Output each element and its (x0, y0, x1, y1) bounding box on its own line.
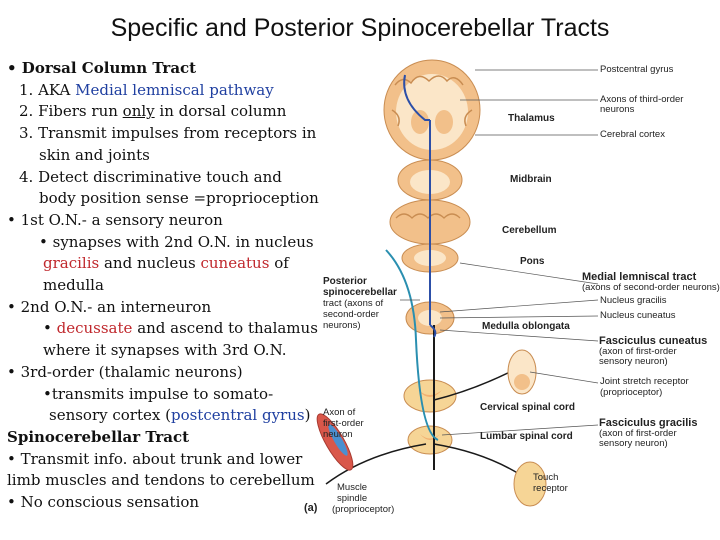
term-gracilis: gracilis (43, 254, 100, 273)
label-cerebral-cortex: Cerebral cortex (600, 129, 665, 140)
note-line: • No conscious sensation (7, 493, 200, 512)
label-axons-third-order: Axons of third-order (600, 94, 684, 105)
label-touch-receptor-2: receptor (533, 483, 568, 494)
label-pons: Pons (520, 256, 545, 267)
label-posterior-tract-4: second-order (323, 309, 379, 320)
heading-dorsal-column-tract: • Dorsal Column Tract (7, 59, 197, 77)
label-posterior-tract-5: neurons) (323, 320, 361, 331)
label-nucleus-gracilis: Nucleus gracilis (600, 295, 667, 306)
label-cervical-spinal-cord: Cervical spinal cord (480, 402, 576, 413)
heading-spinocerebellar-tract: Spinocerebellar Tract (7, 427, 190, 446)
note-line: • decussate and ascend to thalamus (43, 319, 318, 338)
label-midbrain: Midbrain (510, 174, 552, 185)
label-axon-first-order-3: neuron (323, 429, 353, 440)
note-line: limb muscles and tendons to cerebellum (7, 471, 315, 490)
note-line: 3. Transmit impulses from receptors in (19, 124, 317, 143)
label-axon-first-order: Axon of (323, 407, 356, 418)
label-fasciculus-gracilis: Fasciculus gracilis (599, 417, 698, 429)
note-line: • 2nd O.N.- an interneuron (7, 297, 212, 316)
note-line: where it synapses with 3rd O.N. (43, 341, 287, 360)
label-axons-third-order-2: neurons (600, 104, 635, 115)
note-line: • Transmit info. about trunk and lower (7, 449, 303, 468)
note-line: medulla (43, 276, 104, 295)
label-fasciculus-cuneatus-3: sensory neuron) (599, 356, 668, 367)
term-postcentral-gyrus: postcentral gyrus (170, 406, 305, 425)
label-panel-letter: (a) (304, 502, 318, 514)
note-line: • synapses with 2nd O.N. in nucleus (39, 232, 314, 251)
label-fasciculus-gracilis-3: sensory neuron) (599, 438, 668, 449)
label-fasciculus-gracilis-2: (axon of first-order (599, 428, 677, 439)
label-medulla-oblongata: Medulla oblongata (482, 321, 570, 332)
note-line: 2. Fibers run only in dorsal column (19, 102, 287, 121)
label-posterior-tract-3: tract (axons of (323, 298, 384, 309)
label-nucleus-cuneatus: Nucleus cuneatus (600, 310, 676, 321)
label-medial-lemniscal-tract: Medial lemniscal tract (582, 271, 697, 283)
note-line: • 1st O.N.- a sensory neuron (7, 210, 223, 229)
label-joint-stretch-receptor: Joint stretch receptor (600, 376, 689, 387)
label-thalamus: Thalamus (508, 113, 555, 124)
label-fasciculus-cuneatus: Fasciculus cuneatus (599, 335, 708, 347)
note-line: gracilis and nucleus cuneatus of (43, 254, 289, 273)
term-only: only (122, 102, 155, 121)
note-line: 4. Detect discriminative touch and (19, 167, 282, 186)
label-muscle-spindle-3: (proprioceptor) (332, 504, 395, 515)
term-cuneatus: cuneatus (200, 254, 270, 273)
term-decussate: decussate (56, 319, 133, 338)
label-posterior-tract: Posterior (323, 276, 367, 287)
label-postcentral-gyrus: Postcentral gyrus (600, 64, 674, 75)
note-line: 1. AKA Medial lemniscal pathway (19, 80, 274, 99)
term-medial-lemniscal: Medial lemniscal pathway (75, 80, 274, 99)
label-joint-stretch-receptor-2: (proprioceptor) (600, 387, 663, 398)
label-touch-receptor: Touch (533, 472, 559, 483)
label-axon-first-order-2: first-order (323, 418, 364, 429)
cerebrum-section (384, 60, 480, 160)
note-line: sensory cortex (postcentral gyrus) (49, 406, 311, 425)
label-muscle-spindle: Muscle (337, 482, 368, 493)
label-muscle-spindle-2: spindle (337, 493, 368, 504)
label-posterior-tract-2: spinocerebellar (323, 287, 397, 298)
note-line: •transmits impulse to somato- (43, 384, 274, 403)
label-fasciculus-cuneatus-2: (axon of first-order (599, 346, 677, 357)
slide-title: Specific and Posterior Spinocerebellar Tracts (110, 14, 610, 42)
note-line: • 3rd-order (thalamic neurons) (7, 362, 243, 381)
lecture-notes (7, 58, 337, 514)
label-medial-lemniscal-tract-2: (axons of second-order neurons) (582, 282, 720, 293)
label-lumbar-spinal-cord: Lumbar spinal cord (480, 431, 573, 442)
note-line: skin and joints (39, 145, 150, 164)
note-line: body position sense =proprioception (39, 189, 319, 208)
label-cerebellum: Cerebellum (502, 225, 557, 236)
